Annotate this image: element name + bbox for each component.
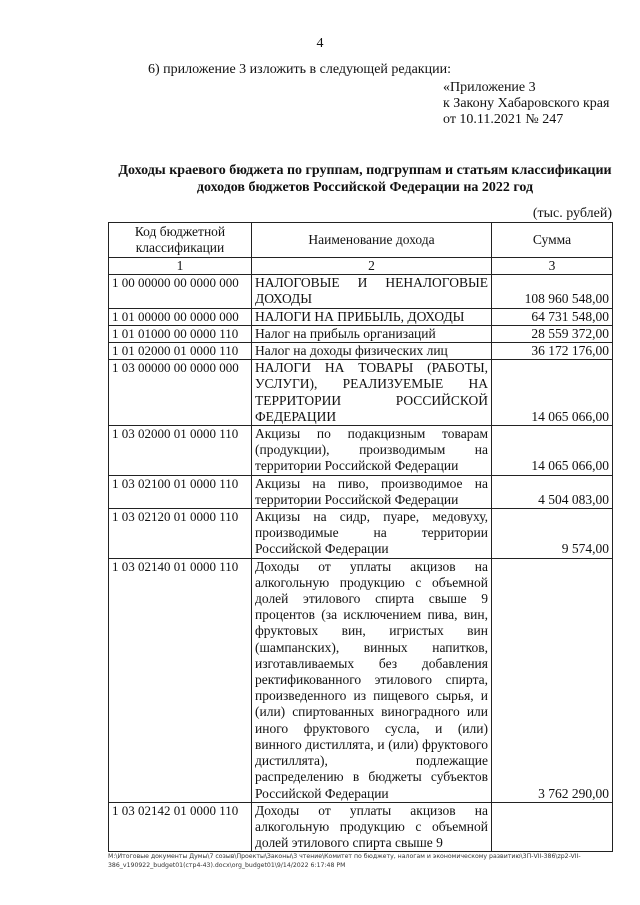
row-sum: 14 065 066,00 <box>492 360 613 426</box>
row-code: 1 01 00000 00 0000 000 <box>109 308 252 325</box>
appendix-header <box>443 80 609 128</box>
column-number: 2 <box>252 258 492 275</box>
appendix-line-1: «Приложение 3 <box>443 80 536 95</box>
units-label: (тыс. рублей) <box>532 206 612 221</box>
row-code: 1 03 00000 00 0000 000 <box>109 360 252 426</box>
row-sum: 64 731 548,00 <box>492 308 613 325</box>
row-code: 1 00 00000 00 0000 000 <box>109 275 252 308</box>
row-code: 1 01 01000 00 0000 110 <box>109 325 252 342</box>
table-row <box>109 426 613 476</box>
column-number: 3 <box>492 258 613 275</box>
table-row <box>109 325 613 342</box>
row-name: НАЛОГИ НА ТОВАРЫ (РАБОТЫ, УСЛУГИ), РЕАЛИЗУЕМЫЕ НА ТЕРРИТОРИИ РОССИЙСКОЙ ФЕДЕРАЦИИ <box>252 360 492 426</box>
row-sum: 9 574,00 <box>492 509 613 559</box>
row-sum: 28 559 372,00 <box>492 325 613 342</box>
column-number: 1 <box>109 258 252 275</box>
row-name: Акцизы на сидр, пуаре, медовуху, производимые на территории Российской Федерации <box>252 509 492 559</box>
appendix-line-2: к Закону Хабаровского края <box>443 96 610 111</box>
page-number: 4 <box>316 36 324 51</box>
intro-text: 6) приложение 3 изложить в следующей редакции: <box>148 62 451 77</box>
row-name: Акцизы на пиво, производимое на территории Российской Федерации <box>252 475 492 508</box>
row-sum: 108 960 548,00 <box>492 275 613 308</box>
column-number-row <box>109 258 613 275</box>
header-sum: Сумма <box>492 223 613 258</box>
table-row <box>109 509 613 559</box>
header-name: Наименование дохода <box>252 223 492 258</box>
row-sum <box>492 802 613 852</box>
table-row <box>109 558 613 802</box>
table-row <box>109 343 613 360</box>
row-sum: 36 172 176,00 <box>492 343 613 360</box>
row-sum: 4 504 083,00 <box>492 475 613 508</box>
row-code: 1 03 02100 01 0000 110 <box>109 475 252 508</box>
row-code: 1 03 02140 01 0000 110 <box>109 558 252 802</box>
table-row <box>109 360 613 426</box>
table-row <box>109 475 613 508</box>
row-sum: 14 065 066,00 <box>492 426 613 476</box>
document-title: Доходы краевого бюджета по группам, подгруппам и статьям классификации доходов бюджетов Российской Федерации на 2022 год <box>118 163 612 195</box>
row-code: 1 01 02000 01 0000 110 <box>109 343 252 360</box>
row-name: НАЛОГОВЫЕ И НЕНАЛОГОВЫЕ ДОХОДЫ <box>252 275 492 308</box>
row-code: 1 03 02120 01 0000 110 <box>109 509 252 559</box>
row-name: НАЛОГИ НА ПРИБЫЛЬ, ДОХОДЫ <box>252 308 492 325</box>
table-row <box>109 275 613 308</box>
row-name: Налог на прибыль организаций <box>252 325 492 342</box>
row-name: Доходы от уплаты акцизов на алкогольную продукцию с объемной долей этилового спирта свыше 9 процентов (за исключением пива, вин, фруктовых вин, игристых вин (шампанских), винных напитков, изготавливаемых без добавления ректификованного этилового спирта, произведенного из пищевого сырья, и (или) спиртованных виноградного или иного фруктового сусла, и (или) винного дистиллята, и (или) фруктового дистиллята), подлежащие распределению в бюджеты субъектов Российской Федерации <box>252 558 492 802</box>
revenue-table <box>108 222 613 852</box>
row-name: Акцизы по подакцизным товарам (продукции), производимым на территории Российской Федерации <box>252 426 492 476</box>
row-name: Налог на доходы физических лиц <box>252 343 492 360</box>
table-row <box>109 802 613 852</box>
row-name: Доходы от уплаты акцизов на алкогольную продукцию с объемной долей этилового спирта свыше 9 <box>252 802 492 852</box>
table-row <box>109 308 613 325</box>
row-code: 1 03 02000 01 0000 110 <box>109 426 252 476</box>
row-code: 1 03 02142 01 0000 110 <box>109 802 252 852</box>
row-sum: 3 762 290,00 <box>492 558 613 802</box>
appendix-line-3: от 10.11.2021 № 247 <box>443 112 564 127</box>
table-header-row <box>109 223 613 258</box>
file-path-footer: M:\Итоговые документы Думы\7 созыв\Проекты\Законы\3 чтение\Комитет по бюджету, налогам и экономическому развитию\3П-VII-386\zp2-VII-386_v190922_budget01(стр4-43).docx\org_budget01\9/14/2022 6:17:48 PM <box>108 853 581 869</box>
header-code: Код бюджетной классификации <box>109 223 252 258</box>
